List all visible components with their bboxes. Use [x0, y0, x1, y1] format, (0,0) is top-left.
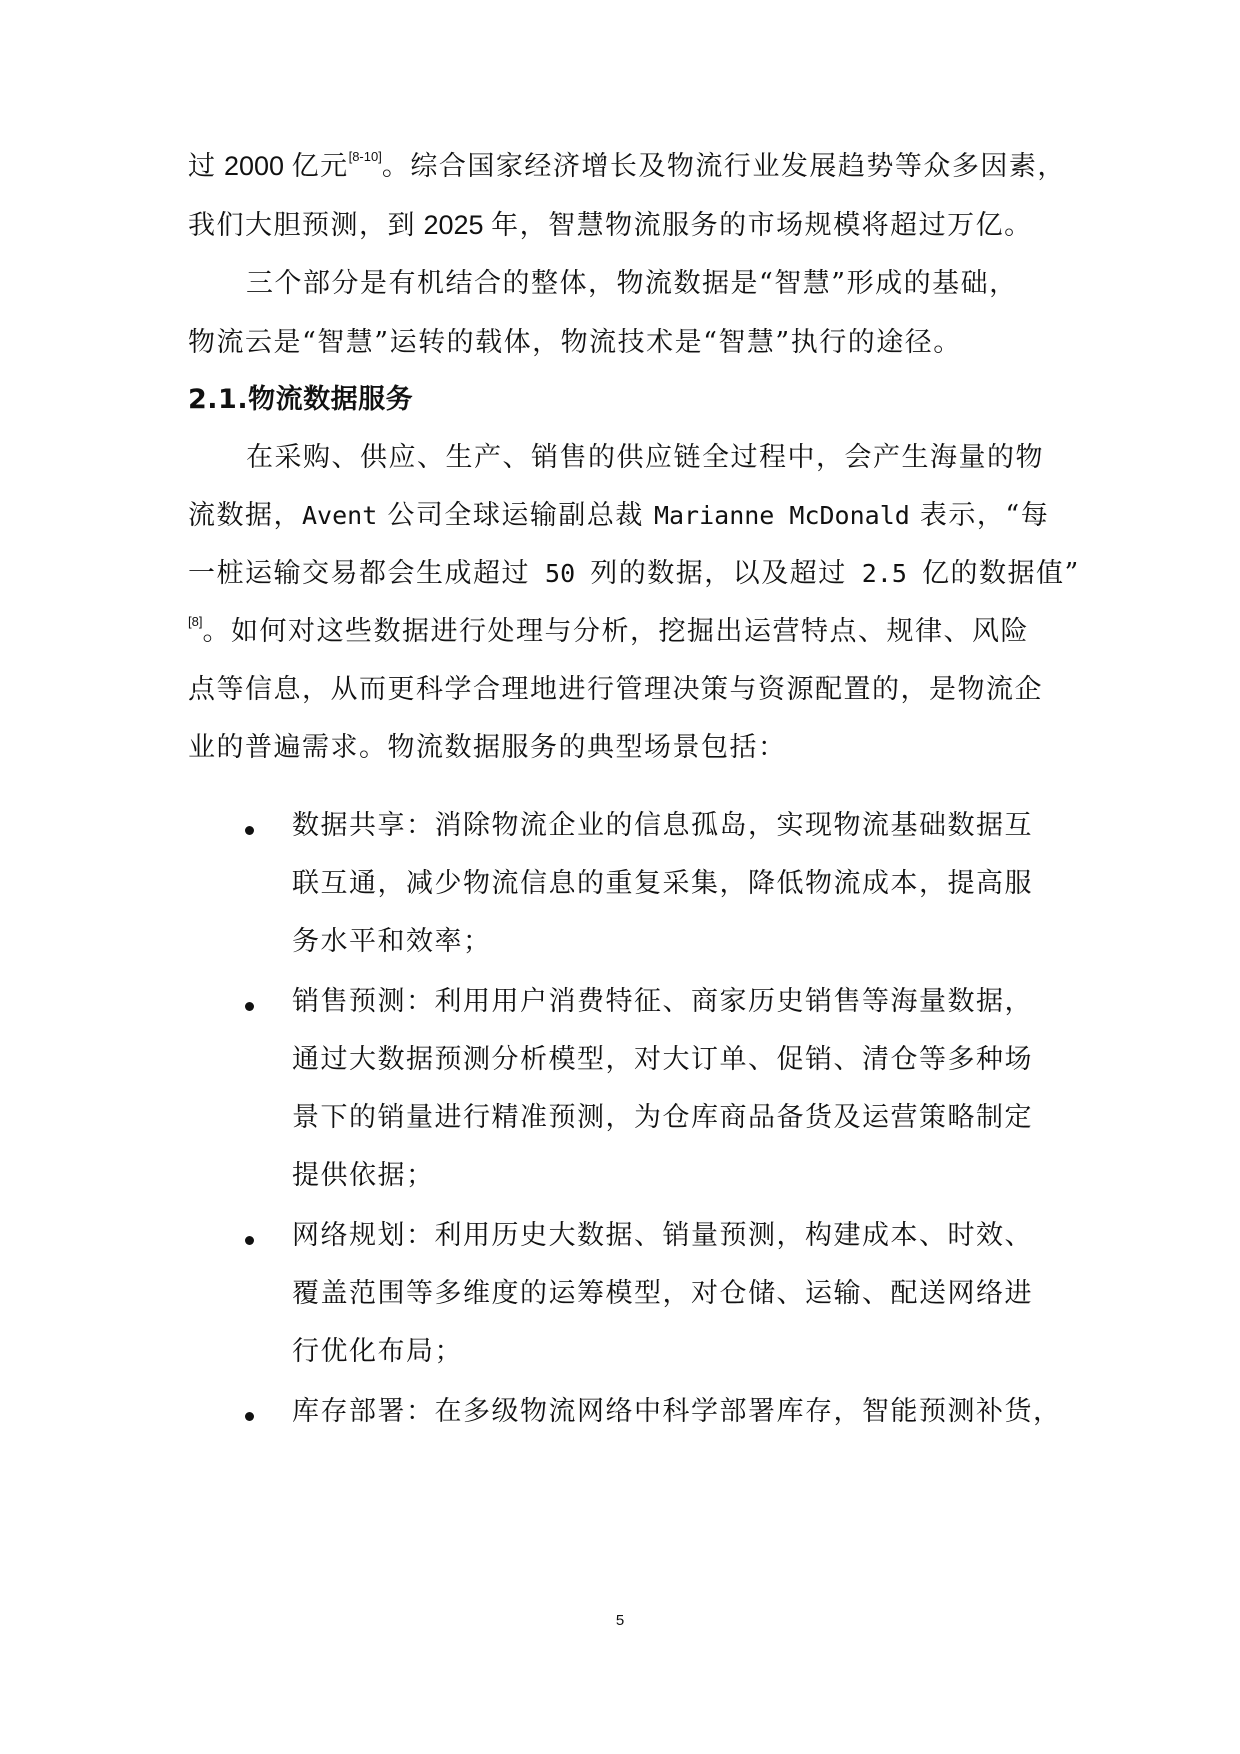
text: 亿的数据值” — [921, 558, 1080, 589]
bullet-2-line-2: 通过大数据预测分析模型，对大订单、促销、清仓等多种场 — [292, 1044, 1033, 1075]
text: 列的数据，以及超过 — [590, 558, 847, 589]
text: 年，智慧物流服务的市场规模将超过万亿。 — [491, 210, 1033, 241]
paragraph-data-line-1: 在采购、供应、生产、销售的供应链全过程中，会产生海量的物 — [246, 442, 1044, 473]
paragraph-data-line-2 — [188, 498, 1049, 534]
bullet-3-line-3: 行优化布局； — [292, 1336, 463, 1367]
section-number: 2.1. — [188, 384, 249, 415]
bullet-4-line-1: 库存部署：在多级物流网络中科学部署库存，智能预测补货， — [292, 1396, 1062, 1427]
bullet-2-line-4: 提供依据； — [292, 1160, 435, 1191]
paragraph-parts-line-1: 三个部分是有机结合的整体，物流数据是“智慧”形成的基础， — [246, 268, 1018, 299]
bullet-1-line-3: 务水平和效率； — [292, 926, 492, 957]
text: 流数据， — [188, 500, 302, 531]
paragraph-data-line-4 — [188, 614, 1029, 650]
company-name: Avent — [302, 501, 378, 530]
bullet-3-line-1: 网络规划：利用历史大数据、销量预测，构建成本、时效、 — [292, 1220, 1033, 1251]
text: 。如何对这些数据进行处理与分析，挖掘出运营特点、规律、风险 — [202, 616, 1029, 647]
number-2-5: 2.5 — [846, 559, 922, 588]
number-2000: 2000 — [216, 151, 292, 181]
paragraph-data-line-5: 点等信息，从而更科学合理地进行管理决策与资源配置的，是物流企 — [188, 674, 1043, 705]
bullet-2-line-3: 景下的销量进行精准预测，为仓库商品备货及运营策略制定 — [292, 1102, 1033, 1133]
bullet-1-line-1: 数据共享：消除物流企业的信息孤岛，实现物流基础数据互 — [292, 810, 1033, 841]
text: 表示，“每 — [909, 500, 1050, 531]
bullet-3-line-2: 覆盖范围等多维度的运筹模型，对仓储、运输、配送网络进 — [292, 1278, 1033, 1309]
bullet-2-line-1: 销售预测：利用用户消费特征、商家历史销售等海量数据， — [292, 986, 1033, 1017]
text: 公司全球运输副总裁 — [377, 500, 654, 531]
text: 过 — [188, 151, 217, 182]
section-heading — [188, 382, 413, 418]
person-name: Marianne McDonald — [653, 501, 910, 530]
text: 我们大胆预测，到 — [188, 210, 416, 241]
bullet-icon — [245, 1002, 254, 1011]
bullet-icon — [245, 826, 254, 835]
section-title: 物流数据服务 — [248, 384, 414, 415]
text: 亿元 — [291, 151, 349, 182]
paragraph-market-line-1 — [188, 148, 1066, 185]
number-50: 50 — [530, 559, 591, 588]
text: 。综合国家经济增长及物流行业发展趋势等众多因素， — [381, 151, 1066, 182]
text: 一桩运输交易都会生成超过 — [188, 558, 530, 589]
bullet-icon — [245, 1236, 254, 1245]
bullet-1-line-2: 联互通，减少物流信息的重复采集，降低物流成本，提高服 — [292, 868, 1033, 899]
bullet-icon — [245, 1412, 254, 1421]
number-2025: 2025 — [416, 210, 492, 240]
paragraph-data-line-6: 业的普遍需求。物流数据服务的典型场景包括： — [188, 732, 787, 763]
paragraph-market-line-2 — [188, 207, 1033, 244]
citation-8[interactable]: [8] — [188, 614, 203, 629]
page-number: 5 — [615, 1612, 625, 1629]
paragraph-parts-line-2: 物流云是“智慧”运转的载体，物流技术是“智慧”执行的途径。 — [188, 327, 962, 358]
paragraph-data-line-3 — [188, 556, 1080, 592]
citation-8-10[interactable]: [8-10] — [348, 149, 382, 164]
